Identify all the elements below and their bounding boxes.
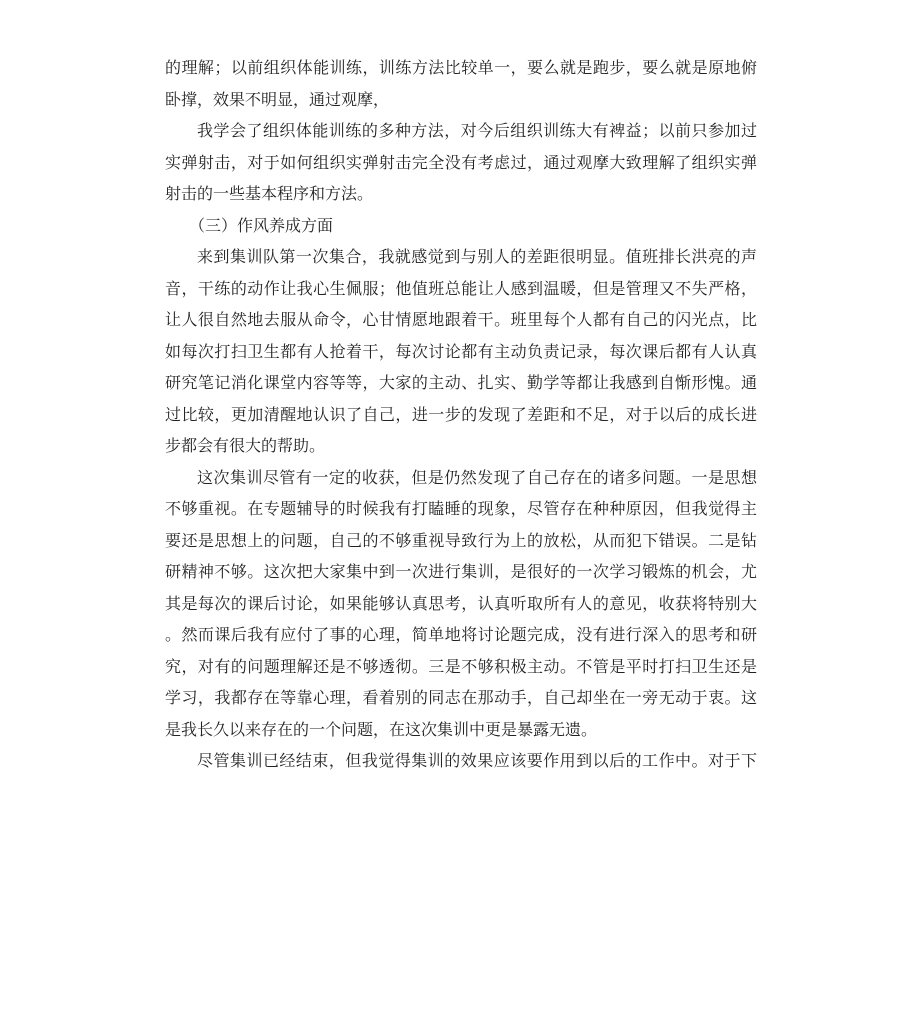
text-line: 音，干练的动作让我心生佩服；他值班总能让人感到温暖，但是管理又不失严格， bbox=[165, 278, 757, 298]
text-line: 如每次打扫卫生都有人抢着干，每次讨论都有主动负责记录，每次课后都有人认真 bbox=[165, 341, 757, 361]
text-line: 研究笔记消化课堂内容等等，大家的主动、扎实、勤学等都让我感到自惭形愧。通 bbox=[165, 373, 757, 392]
text-line: 卧撑，效果不明显，通过观摩， bbox=[165, 89, 390, 109]
paragraph-problems bbox=[165, 462, 757, 746]
text-line: 的理解；以前组织体能训练，训练方法比较单一，要么就是跑步，要么就是原地俯 bbox=[165, 58, 757, 77]
text-line: 步都会有很大的帮助。 bbox=[165, 436, 326, 455]
text-line: 来到集训队第一次集合，我就感觉到与别人的差距很明显。值班排长洪亮的声 bbox=[197, 247, 757, 266]
paragraph-training-methods bbox=[165, 52, 757, 115]
text-line: 射击的一些基本程序和方法。 bbox=[165, 184, 374, 203]
text-line: 要还是思想上的问题，自己的不够重视导致行为上的放松，从而犯下错误。二是钻 bbox=[165, 530, 757, 550]
text-line: 过比较，更加清醒地认识了自己，进一步的发现了差距和不足，对于以后的成长进 bbox=[165, 404, 757, 424]
paragraph-conclusion bbox=[165, 745, 757, 777]
section-heading-text: （三）作风养成方面 bbox=[189, 215, 334, 235]
text-line: 研精神不够。这次把大家集中到一次进行集训，是很好的一次学习锻炼的机会，尤 bbox=[165, 562, 757, 581]
text-line: 其是每次的课后讨论，如果能够认真思考，认真听取所有人的意见，收获将特别大 bbox=[165, 593, 757, 613]
text-line: 尽管集训已经结束，但我觉得集训的效果应该要作用到以后的工作中。对于下 bbox=[197, 751, 757, 770]
text-line: 实弹射击，对于如何组织实弹射击完全没有考虑过，通过观摩大致理解了组织实弹 bbox=[165, 152, 757, 172]
paragraph-style-cultivation bbox=[165, 241, 757, 462]
document-body bbox=[165, 52, 757, 777]
text-line: 我学会了组织体能训练的多种方法，对今后组织训练大有裨益；以前只参加过 bbox=[197, 121, 757, 140]
section-heading bbox=[165, 210, 757, 242]
text-line: 。然而课后我有应付了事的心理，简单地将讨论题完成，没有进行深入的思考和研 bbox=[165, 625, 757, 644]
text-line: 让人很自然地去服从命令，心甘情愿地跟着干。班里每个人都有自己的闪光点，比 bbox=[165, 310, 757, 329]
text-line: 究，对有的问题理解还是不够透彻。三是不够积极主动。不管是平时打扫卫生还是 bbox=[165, 656, 757, 676]
text-line: 这次集训尽管有一定的收获，但是仍然发现了自己存在的诸多问题。一是思想 bbox=[197, 467, 757, 487]
text-line: 是我长久以来存在的一个问题，在这次集训中更是暴露无遗。 bbox=[165, 719, 598, 739]
text-line: 不够重视。在专题辅导的时候我有打瞌睡的现象，尽管存在种种原因，但我觉得主 bbox=[165, 499, 757, 518]
paragraph-learned-methods bbox=[165, 115, 757, 210]
text-line: 学习，我都存在等靠心理，看着别的同志在那动手，自己却坐在一旁无动于衷。这 bbox=[165, 688, 757, 707]
